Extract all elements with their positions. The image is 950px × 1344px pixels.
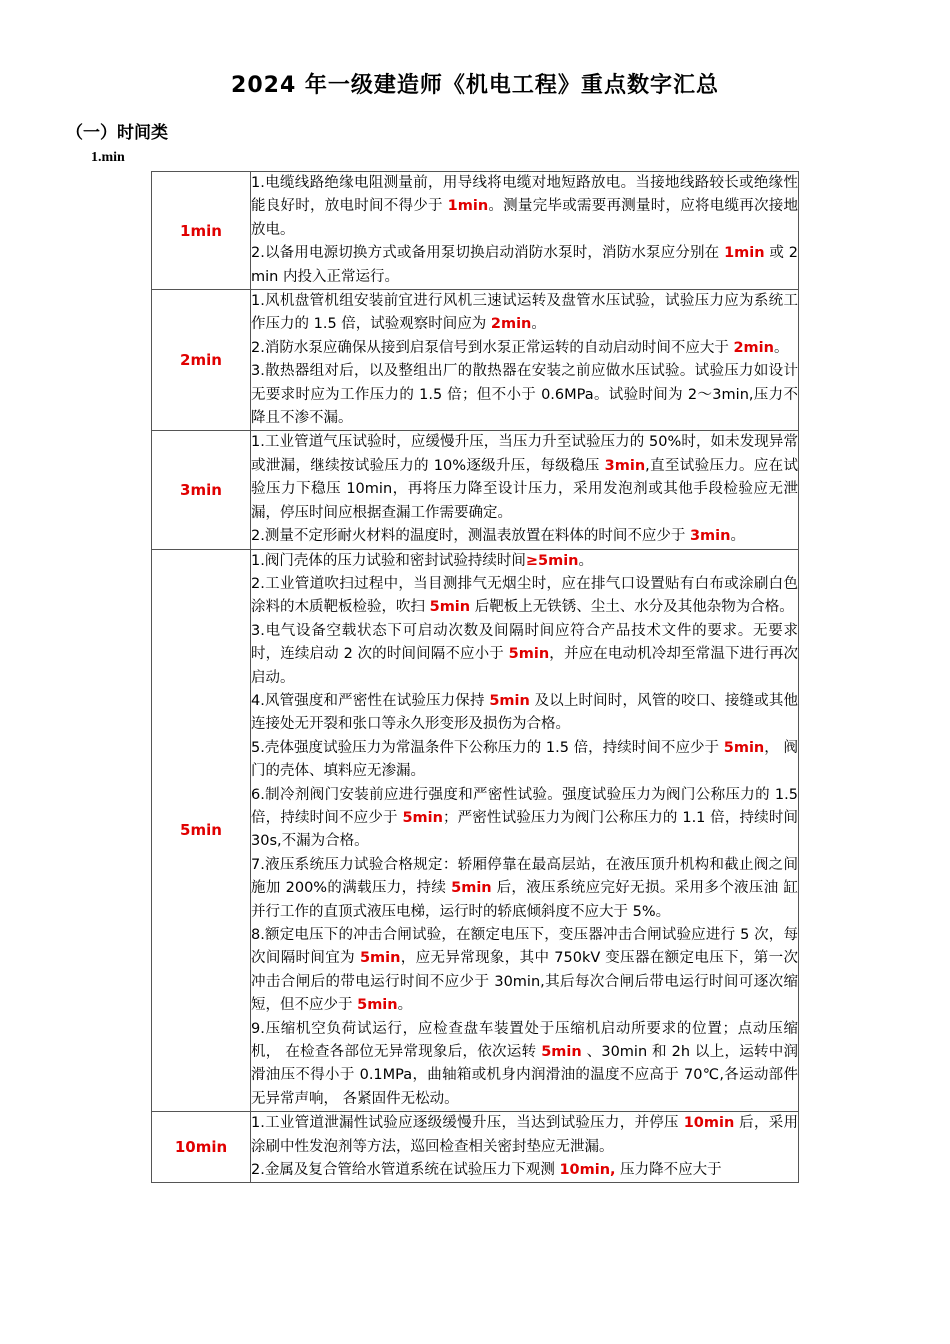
item-text: 。测量完毕或需要再测量时，应将电缆再次接地放电。 (251, 198, 799, 238)
item-text: 4.风管强度和严密性在试验压力保持 (251, 692, 490, 709)
highlighted-duration: 5min (723, 739, 765, 756)
requirement-item (251, 172, 798, 242)
highlighted-duration: 5min (541, 1044, 582, 1061)
highlighted-duration: 5min (451, 880, 492, 897)
item-text: ，应无异常现象，其中 750kV 变压器在额定电压下，第一次冲击合闸后的带电运行时间不应少于 30min,其后每次合闸后带电运行时间可逐次缩短，但不应少于 (251, 950, 799, 1014)
item-text: 2.消防水泵应确保从接到启泵信号到水泵正常运转的自动启动时间不应大于 (251, 339, 734, 356)
item-text: 。 (531, 316, 546, 333)
requirement-item (251, 550, 798, 573)
requirement-item (251, 337, 798, 360)
item-text: 。 (730, 528, 745, 545)
item-text: 8.额定电压下的冲击合闸试验，在额定电压下，变压器冲击合闸试验应进行 5 次，每次间隔时间宜为 (251, 927, 798, 967)
requirement-text-cell (251, 172, 799, 290)
item-text: 5.壳体强度试验压力为常温条件下公称压力的 1.5 倍，持续时间不应少于 (251, 739, 724, 756)
document-title: 2024 年一级建造师《机电工程》重点数字汇总 (231, 73, 719, 98)
table-row (152, 172, 799, 290)
duration-key-cell: 10min (152, 1112, 251, 1183)
item-text: 6.制冷剂阀门安装前应进行强度和严密性试验。强度试验压力为阀门公称压力的 1.5 倍，持续时间不应少于 (251, 786, 798, 826)
item-text: 后，液压系统应完好无损。采用多个液压油 缸并行工作的直顶式液压电梯，运行时的轿底倾斜度不应大于 5%。 (251, 880, 799, 920)
requirement-item (251, 360, 798, 430)
item-text: ，并应在电动机冷却至常温下进行再次启动。 (251, 646, 799, 686)
item-text: 9.压缩机空负荷试运行，应检查盘车装置处于压缩机启动所要求的位置；点动压缩机， 在检查各部位无异常现象后，依次运转 (251, 1020, 798, 1061)
highlighted-duration: 2min (490, 316, 532, 333)
highlighted-duration: 5min (489, 692, 530, 709)
highlighted-duration: 5min (357, 997, 398, 1014)
item-text: 1.电缆线路绝缘电阻测量前，用导线将电缆对地短路放电。当接地线路较长或绝缘性能良好时，放电时间不得少于 (251, 175, 798, 215)
item-text: 2.工业管道吹扫过程中，当目测排气无烟尘时，应在排气口设置贴有白布或涂刷白色涂料的木质靶板检验，吹扫 (251, 575, 798, 616)
item-text: 3.电气设备空载状态下可启动次数及间隔时间应符合产品技术文件的要求。无要求时，连续启动 2 次的时间间隔不应小于 (251, 622, 798, 663)
highlighted-duration: 3min (604, 457, 646, 474)
item-text: 1.工业管道气压试验时，应缓慢升压，当压力升至试验压力的 50%时，如未发现异常或泄漏，继续按试验压力的 10%逐级升压，每级稳压 (251, 434, 798, 474)
highlighted-duration: 5min (402, 809, 443, 826)
highlighted-duration: ≥5min (525, 552, 579, 569)
highlighted-duration: 10min, (559, 1162, 616, 1179)
requirement-item (251, 1018, 798, 1112)
item-text: 。 (397, 997, 413, 1014)
highlighted-duration: 1min (724, 245, 765, 262)
highlighted-duration: 10min (683, 1115, 735, 1132)
item-text: 3.散热器组对后，以及整组出厂的散热器在安装之前应做水压试验。试验压力如设计无要求时应为工作压力的 1.5 倍；但不小于 0.6MPa。试验时间为 2～3min,压力不降且不渗不漏。 (251, 363, 798, 427)
item-text: ,直至试验压力。应在试验压力下稳压 10min，再将压力降至设计压力，采用发泡剂或其他手段检验应无泄漏，停压时间应根据查漏工作需要确定。 (251, 457, 798, 521)
item-text: 、30min 和 2h 以上，运转中润滑油压不得小于 0.1MPa，曲轴箱或机身内润滑油的温度不应高于 70℃,各运动部件无异常声响， 各紧固件无松动。 (251, 1044, 799, 1107)
highlighted-duration: 2min (733, 339, 774, 356)
item-text: 。 (773, 339, 789, 356)
item-text: 后靶板上无铁锈、尘土、水分及其他杂物为合格。 (470, 599, 794, 616)
requirement-item (251, 620, 798, 690)
requirement-item (251, 1112, 798, 1159)
highlighted-duration: 1min (447, 198, 489, 215)
item-text: 后，采用涂刷中性发泡剂等方法，巡回检查相关密封垫应无泄漏。 (251, 1115, 798, 1155)
item-text: 2.测量不定形耐火材料的温度时，测温表放置在料体的时间不应少于 (251, 528, 690, 545)
item-text: 压力降不应大于 (615, 1162, 722, 1179)
requirement-item (251, 431, 798, 525)
duration-key-cell: 5min (152, 549, 251, 1112)
requirement-item (251, 573, 798, 620)
subsection-heading: 1.min (91, 150, 125, 165)
table-row (152, 431, 799, 549)
item-text: 1.阀门壳体的压力试验和密封试验持续时间 (251, 552, 526, 569)
requirement-item (251, 1159, 798, 1182)
highlighted-duration: 3min (689, 528, 731, 545)
item-text: ， 阀门的壳体、填料应无渗漏。 (251, 739, 798, 780)
requirement-item (251, 737, 798, 784)
requirement-text-cell (251, 431, 799, 549)
item-text: 2.金属及复合管给水管道系统在试验压力下观测 (251, 1162, 560, 1179)
highlighted-duration: 5min (429, 599, 471, 616)
item-text: 或 2min 内投入正常运行。 (251, 245, 798, 285)
item-text: 2.以备用电源切换方式或备用泵切换启动消防水泵时，消防水泵应分别在 (251, 245, 725, 262)
item-text: 7.液压系统压力试验合格规定：轿厢停靠在最高层站，在液压顶升机构和截止阀之间施加 200%的满载压力，持续 (251, 856, 798, 897)
duration-key-cell: 2min (152, 290, 251, 431)
duration-key-cell: 3min (152, 431, 251, 549)
item-text: 1.风机盘管机组安装前宜进行风机三速试运转及盘管水压试验，试验压力应为系统工作压力的 1.5 倍，试验观察时间应为 (251, 293, 798, 333)
table-body (152, 172, 799, 1183)
requirement-text-cell (251, 1112, 799, 1183)
requirement-text-cell (251, 549, 799, 1112)
highlighted-duration: 5min (359, 950, 401, 967)
highlighted-duration: 5min (508, 646, 550, 663)
table-row (152, 1112, 799, 1183)
duration-key-cell: 1min (152, 172, 251, 290)
requirement-item (251, 784, 798, 854)
section-heading: （一）时间类 (66, 123, 168, 143)
table-row (152, 290, 799, 431)
requirement-item (251, 690, 798, 737)
requirement-item (251, 290, 798, 337)
requirement-text-cell (251, 290, 799, 431)
item-text: 及以上时间时，风管的咬口、接缝或其他连接处无开裂和张口等永久形变形及损伤为合格。 (251, 692, 798, 733)
item-text: 。 (578, 552, 593, 569)
requirement-item (251, 854, 798, 924)
item-text: 1.工业管道泄漏性试验应逐级缓慢升压，当达到试验压力，并停压 (251, 1115, 684, 1132)
requirement-item (251, 242, 798, 289)
requirement-item (251, 924, 798, 1018)
table-row (152, 549, 799, 1112)
requirement-item (251, 525, 798, 548)
summary-table (151, 171, 799, 1183)
item-text: ；严密性试验压力为阀门公称压力的 1.1 倍，持续时间 30s,不漏为合格。 (251, 809, 799, 850)
